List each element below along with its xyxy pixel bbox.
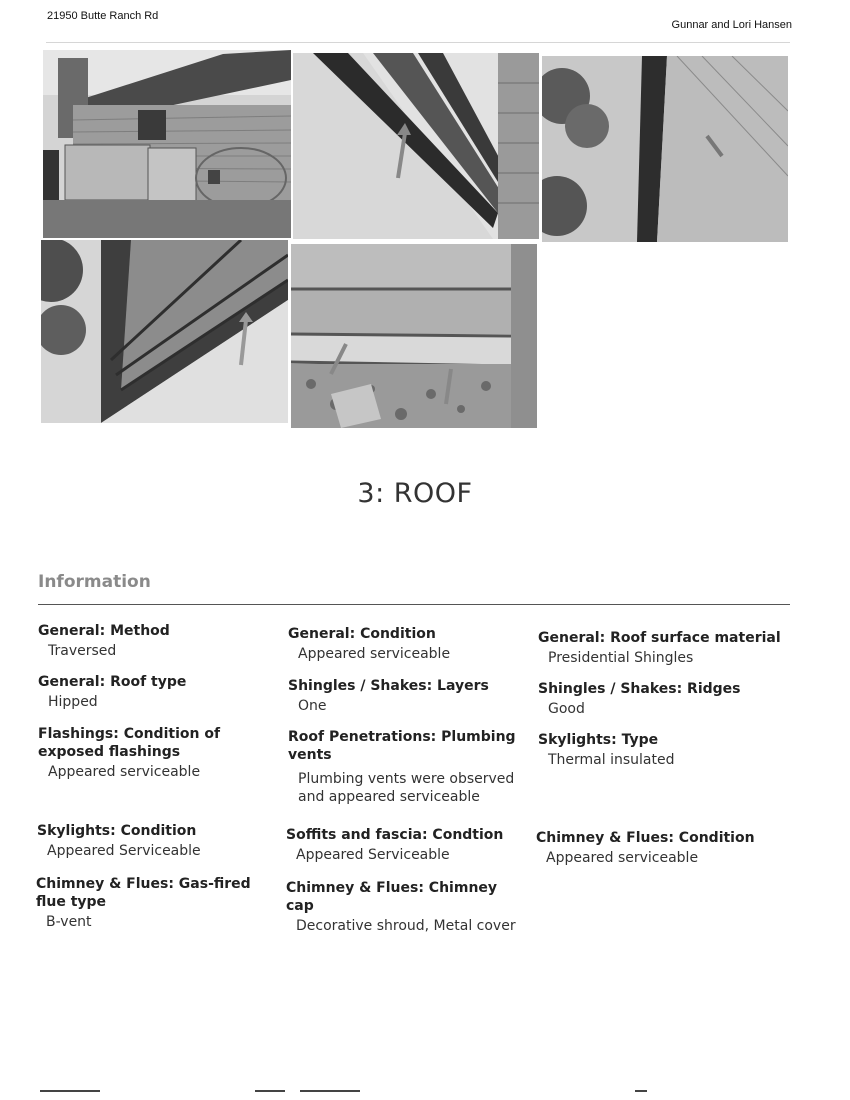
item-value: Appeared serviceable [48,764,201,780]
item-label: Ridges [682,681,741,697]
header-address: 21950 Butte Ranch Rd [47,10,159,22]
item-value: Appeared serviceable [298,646,451,662]
item-category: General: [38,674,106,690]
item-label: Layers [432,678,489,694]
header-client-name: Gunnar and Lori Hansen [671,19,792,31]
item-category: Flashings: [38,726,119,742]
section-title: 3: ROOF [357,478,473,509]
item-category: General: [38,623,106,639]
info-item-ridges [538,680,778,718]
item-label: Condition [115,823,197,839]
photo-siding-closeup-2 [41,240,288,423]
item-label: Gas-fired flue type [36,876,251,910]
info-item-condition [288,625,528,663]
scan-artifact [255,1090,285,1092]
item-category: Roof Penetrations: [288,729,437,745]
item-label: Type [616,732,659,748]
info-item-skylight-type [538,731,778,769]
item-label: Plumbing vents [288,729,516,763]
info-item-layers [288,677,528,715]
header-divider [46,42,790,43]
item-label: Chimney cap [286,880,498,914]
info-item-exposed-flashings [38,725,273,781]
information-divider [38,604,790,605]
info-item-roof-surface-material [538,629,798,667]
item-category: Soffits and fascia: [286,827,428,843]
info-item-skylight-condition [37,822,277,860]
item-label: Condition of exposed flashings [38,726,221,760]
item-category: Skylights: [37,823,116,839]
item-value: Presidential Shingles [548,650,694,666]
item-value: Appeared Serviceable [47,843,201,859]
photo-house-exterior [43,50,291,238]
info-item-method [38,622,278,660]
item-label: Condtion [427,827,504,843]
item-category: General: [538,630,606,646]
scan-artifact [40,1090,100,1092]
information-heading: Information [38,572,151,592]
info-item-flue-type [36,875,271,931]
photo-siding-with-tree [542,56,788,242]
photo-siding-closeup-1 [293,53,539,239]
item-value: Plumbing vents were observed and appeared serviceable [298,771,515,805]
item-label: Method [105,623,170,639]
item-category: Chimney & Flues: [536,830,674,846]
item-value: Good [548,701,585,717]
item-value: Decorative shroud, Metal cover [296,918,516,934]
item-category: Chimney & Flues: [36,876,174,892]
item-category: Skylights: [538,732,617,748]
item-label: Condition [355,626,436,642]
item-category: General: [288,626,356,642]
item-value: One [298,698,327,714]
item-label: Roof type [105,674,187,690]
item-value: Appeared serviceable [546,850,699,866]
item-category: Shingles / Shakes: [288,678,433,694]
scan-artifact [300,1090,360,1092]
item-label: Roof surface material [605,630,781,646]
item-value: Hipped [48,694,98,710]
item-label: Condition [673,830,755,846]
info-item-plumbing-vents [288,728,523,806]
item-value: Appeared Serviceable [296,847,450,863]
item-value: B-vent [46,914,92,930]
item-category: Shingles / Shakes: [538,681,683,697]
info-item-chimney-condition [536,829,776,867]
item-category: Chimney & Flues: [286,880,424,896]
item-value: Traversed [48,643,117,659]
photo-siding-gravel [291,244,537,428]
item-value: Thermal insulated [548,752,675,768]
scan-artifact [635,1090,647,1092]
info-item-soffits-fascia [286,826,526,864]
info-item-roof-type [38,673,278,711]
info-item-chimney-cap [286,879,526,935]
